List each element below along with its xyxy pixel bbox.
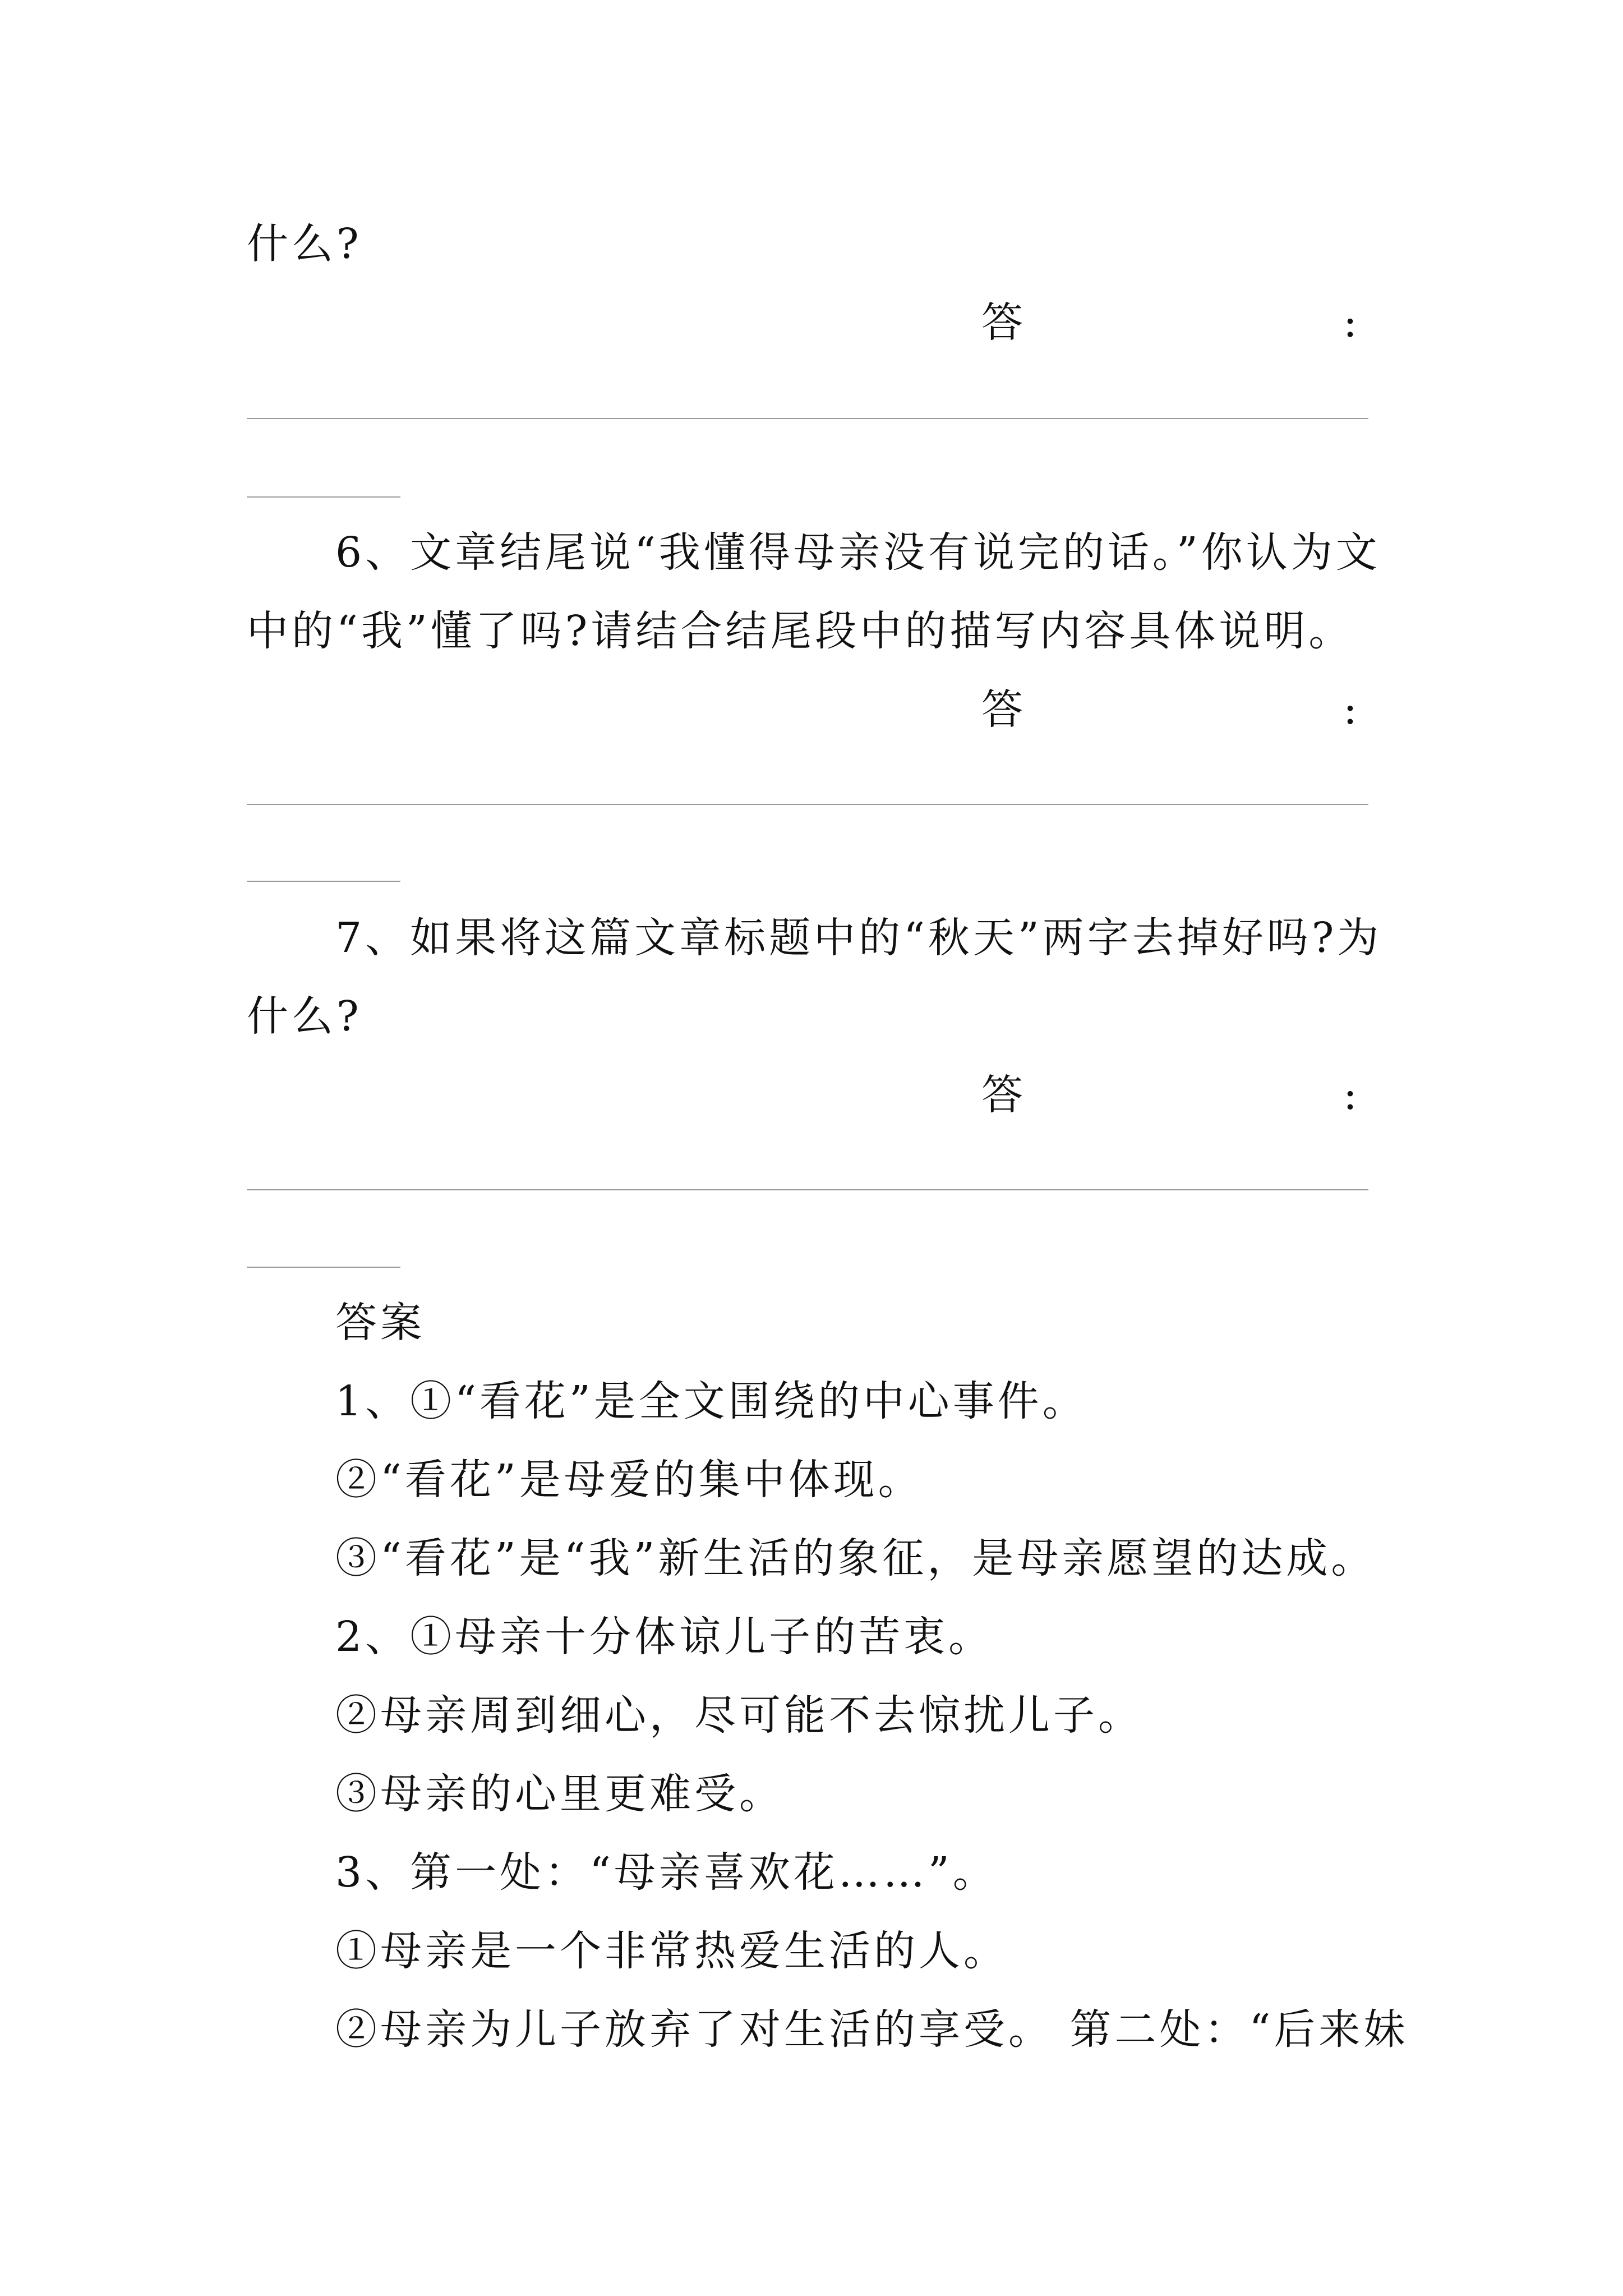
answer-line: ②母亲为儿子放弃了对生活的享受。 第二处：“后来妹 bbox=[335, 2005, 1409, 2054]
question-6-line-2: 中的“我”懂了吗?请结合结尾段中的描写内容具体说明。 bbox=[247, 607, 1354, 655]
answer-colon-q6: : bbox=[1343, 685, 1357, 734]
answer-line: ③“看花”是“我”新生活的象征，是母亲愿望的达成。 bbox=[335, 1534, 1376, 1582]
answer-rule-short-q7 bbox=[247, 1267, 400, 1268]
answer-rule-short-q5 bbox=[247, 496, 400, 498]
answer-rule-short-q6 bbox=[247, 881, 400, 882]
answer-line: ①母亲是一个非常热爱生活的人。 bbox=[335, 1927, 1008, 1975]
answer-line: ②母亲周到细心，尽可能不去惊扰儿子。 bbox=[335, 1691, 1143, 1740]
question-6-line-1: 6、文章结尾说“我懂得母亲没有说完的话。”你认为文 bbox=[335, 528, 1381, 577]
answer-line: 3、第一处：“母亲喜欢花……”。 bbox=[335, 1848, 998, 1897]
answer-colon-q5: : bbox=[1343, 298, 1357, 347]
answer-rule-long-q7 bbox=[247, 1189, 1368, 1190]
answer-label-q7: 答 bbox=[981, 1071, 1023, 1119]
answers-heading: 答案 bbox=[335, 1299, 425, 1347]
answer-line: ③母亲的心里更难受。 bbox=[335, 1770, 784, 1818]
answer-rule-long-q5 bbox=[247, 418, 1368, 419]
answer-line: 2、①母亲十分体谅儿子的苦衷。 bbox=[335, 1613, 994, 1661]
answer-line: ②“看花”是母爱的集中体现。 bbox=[335, 1456, 923, 1504]
question-7-line-2: 什么? bbox=[247, 992, 362, 1041]
answer-rule-long-q6 bbox=[247, 804, 1368, 805]
answer-colon-q7: : bbox=[1343, 1071, 1357, 1119]
question-5-tail: 什么? bbox=[247, 220, 362, 268]
answer-label-q5: 答 bbox=[981, 298, 1023, 347]
answer-label-q6: 答 bbox=[981, 685, 1023, 734]
answer-line: 1、①“看花”是全文围绕的中心事件。 bbox=[335, 1377, 1087, 1425]
question-7-line-1: 7、如果将这篇文章标题中的“秋天”两字去掉好吗?为 bbox=[335, 914, 1382, 962]
